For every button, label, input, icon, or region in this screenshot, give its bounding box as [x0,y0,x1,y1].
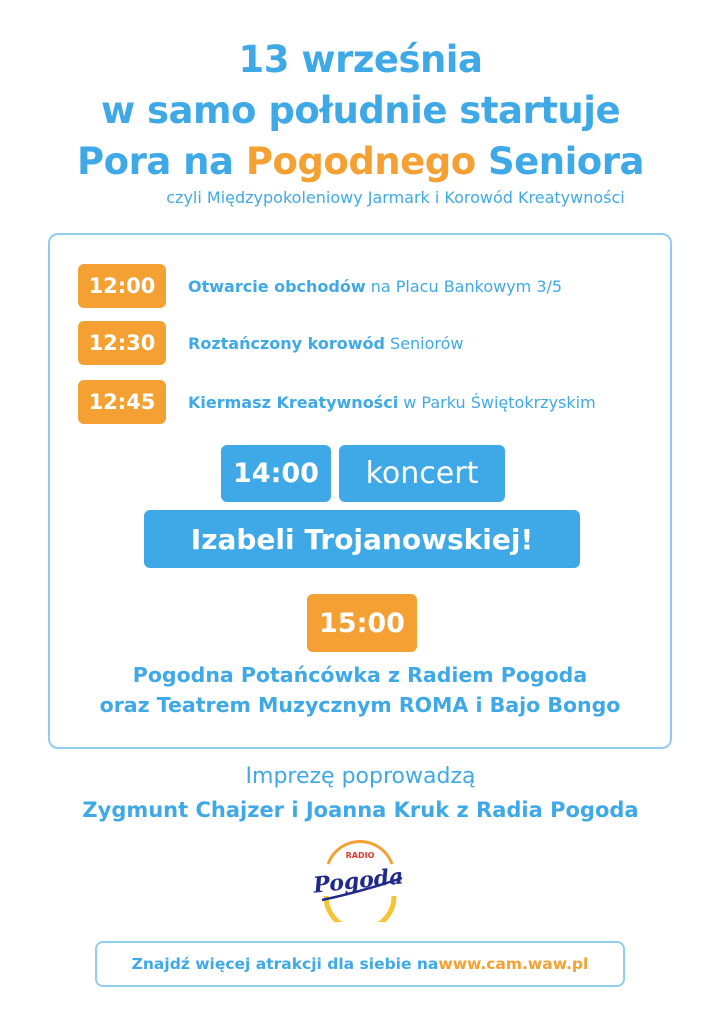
time-badge: 12:45 [78,380,166,424]
dance-time-badge: 15:00 [307,594,417,652]
schedule-text: Kiermasz Kreatywności w Parku Świętokrzyskim [188,392,596,412]
time-badge: 12:00 [78,264,166,308]
schedule-row [78,321,464,365]
radio-pogoda-logo-icon [308,838,412,922]
schedule-text: Otwarcie obchodów na Placu Bankowym 3/5 [188,276,563,296]
headline-date: 13 września [238,38,483,81]
logo-top-text: RADIO [345,851,375,860]
hosts-names: Zygmunt Chajzer i Joanna Kruk z Radia Pogoda [82,798,639,822]
schedule-row [78,380,596,424]
concert-time-badge: 14:00 [221,445,331,502]
headline [0,34,721,187]
dance-description: Pogodna Potańcówka z Radiem Pogoda oraz Teatrem Muzycznym ROMA i Bajo Bongo [99,663,621,717]
headline-highlight: Pogodnego [245,140,476,183]
hosts-intro: Imprezę poprowadzą [245,764,476,789]
footer-link[interactable]: www.cam.waw.pl [438,955,589,973]
headline-event-name: Pora na Pogodnego Seniora [77,140,644,183]
time-badge: 12:30 [78,321,166,365]
headline-start: w samo południe startuje [100,89,621,132]
schedule-text: Roztańczony korowód Seniorów [188,333,464,353]
schedule-row [78,264,562,308]
logo-main-text: Pogoda [311,863,405,899]
subtitle: czyli Międzypokoleniowy Jarmark i Korowód Kreatywności [166,188,625,207]
footer-text: Znajdź więcej atrakcji dla siebie na [131,955,439,973]
footer-box [95,941,625,987]
schedule-box [48,233,672,749]
concert-artist-badge: Izabeli Trojanowskiej! [144,510,580,568]
concert-label-badge: koncert [339,445,505,502]
